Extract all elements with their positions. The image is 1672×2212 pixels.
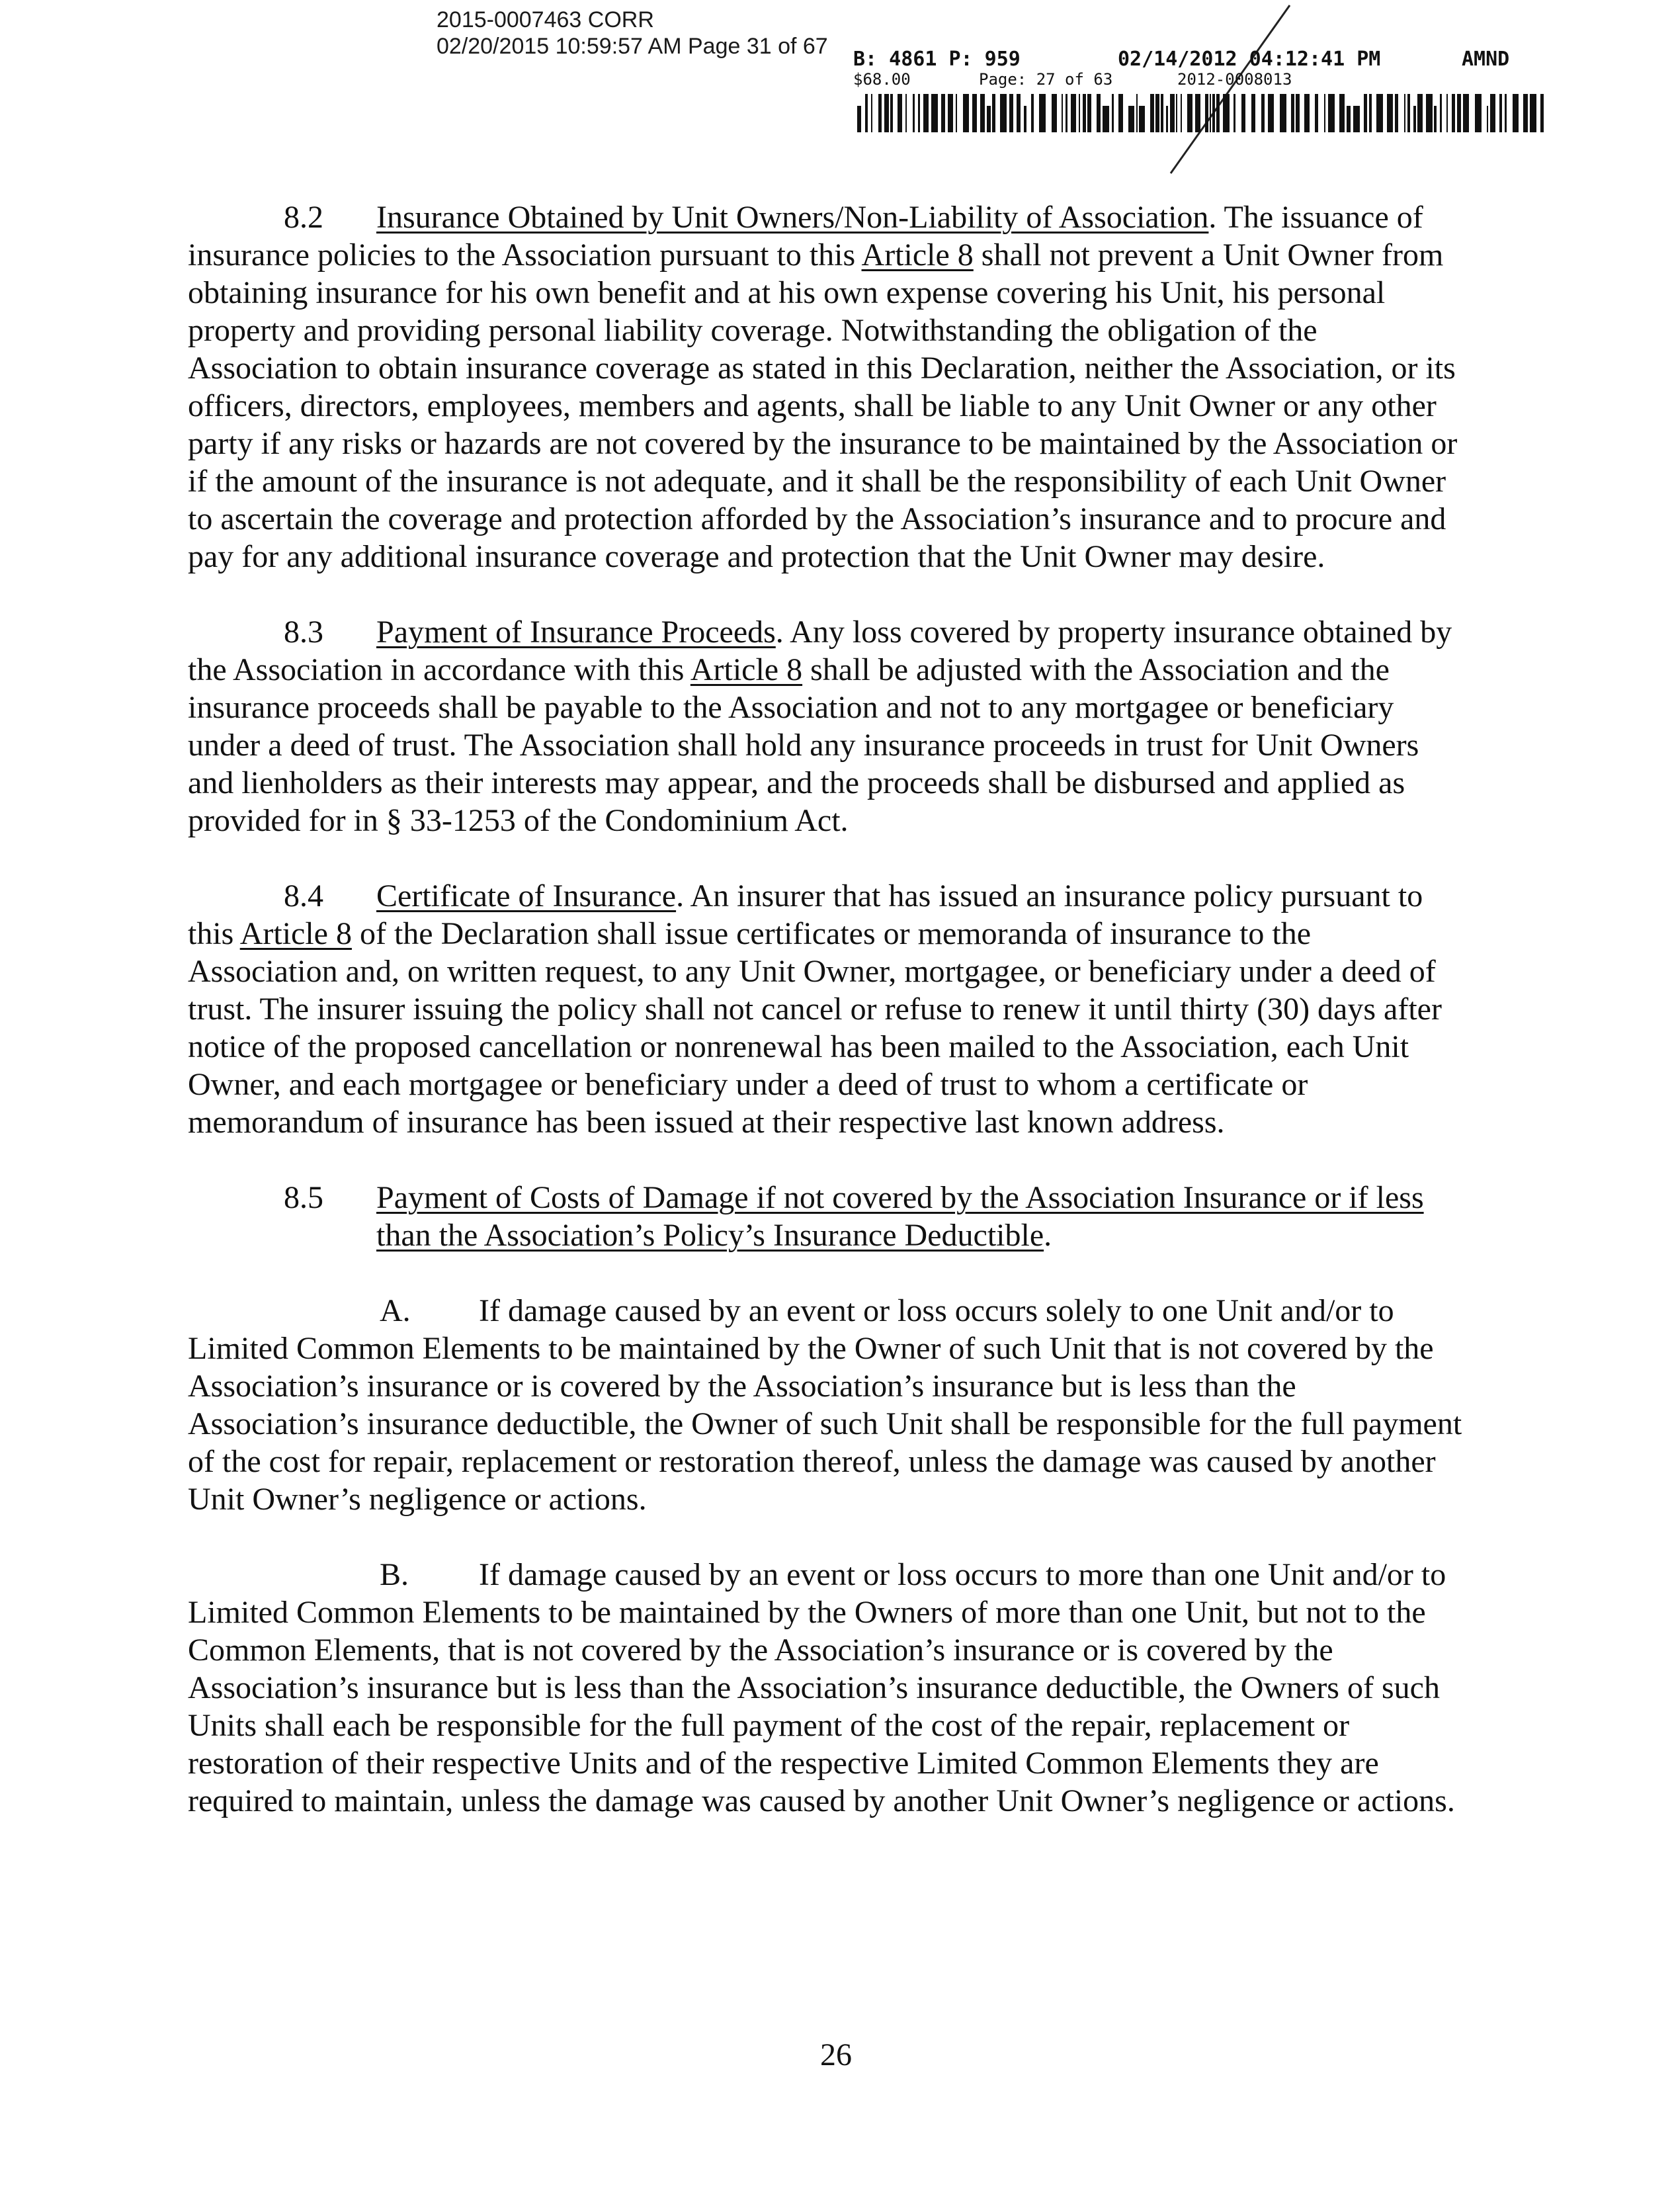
section-title: Insurance Obtained by Unit Owners/Non-Liability of Association [376,200,1209,235]
barcode-bar [1426,94,1433,132]
article-reference: Article 8 [861,237,974,273]
barcode-bar [1210,94,1211,132]
barcode-bar [890,94,893,132]
filing-id: 2015-0007463 CORR [437,7,654,32]
barcode-bar [1251,94,1255,132]
barcode-bar [1223,94,1230,132]
barcode-bar [1280,94,1286,132]
section-text: shall be adjusted with the Association and the insurance proceeds shall be payable to the Association and not to any mortgagee or beneficiary under a deed of trust. The Association shall hold any insurance proceeds in trust for Unit Owners and lienholders as their interests may appear, and the proceeds shall be disbursed and applied as provided for in § 33-1253 of the Condominium Act. [188,652,1419,838]
barcode-graphic [857,94,1548,132]
recorded-at: 02/14/2012 04:12:41 PM [1118,48,1381,71]
subsection-text: If damage caused by an event or loss occurs solely to one Unit and/or to Limited Common Elements to be maintained by the Owner of such Unit that is not covered by the Association’s insurance or is covered by the Association’s insurance but is less than the Association’s insurance deductible, the Owner of such Unit shall be responsible for the full payment of the cost for repair, replacement or restoration thereof, unless the damage was caused by another Unit Owner’s negligence or actions. [188,1293,1462,1517]
barcode-bar [913,94,915,132]
barcode-bar [1187,94,1192,132]
section-text: . An insurer that has issued an insurance policy pursuant to this [188,878,1423,951]
barcode-bar [1499,94,1502,132]
barcode-bar [1413,106,1416,132]
barcode-bar [1166,106,1168,132]
barcode-bar [1176,94,1177,132]
barcode-bar [1205,94,1208,132]
fee: $68.00 [853,70,911,89]
barcode [857,94,1548,132]
barcode-bar [918,94,920,132]
section-number: 8.3 [284,615,323,650]
barcode-bar [1097,94,1101,132]
recorder-line-2 [853,70,1292,89]
barcode-bar [1540,94,1544,132]
barcode-bar [857,106,861,132]
page-number: 26 [820,2037,852,2072]
barcode-bar [1417,94,1423,132]
handwritten-slash-mark [1151,0,1323,179]
barcode-bar [1407,94,1410,132]
barcode-bar [1296,94,1300,132]
barcode-bar [905,94,907,132]
barcode-bar [963,94,969,132]
page-info: Page: 27 of 63 [979,70,1113,89]
barcode-bar [1216,94,1220,132]
barcode-bar [1487,106,1488,132]
barcode-bar [1347,106,1351,132]
section-number: 8.5 [284,1180,323,1215]
section-heading-text [376,1179,1464,1254]
subsection-text: If damage caused by an event or loss occurs to more than one Unit and/or to Limited Common Elements to be maintained by the Owners of more than one Unit, but not to the Common Elements, that is not covered by the Association’s insurance or is covered by the Association’s insurance but is less than the Association’s insurance deductible, the Owners of such Units shall each be responsible for the full payment of the cost of the repair, replacement or restoration of their respective Units and of the respective Limited Common Elements they are required to maintain, unless the damage was caused by another Unit Owner’s negligence or actions. [188,1557,1455,1818]
barcode-bar [1212,94,1215,132]
barcode-bar [871,94,872,132]
barcode-bar [1505,94,1507,132]
barcode-bar [1339,94,1345,132]
barcode-bar [884,94,889,132]
barcode-bar [1112,94,1114,132]
barcode-bar [1304,94,1310,132]
barcode-bar [1364,94,1367,132]
section-text: . The issuance of insurance policies to the Association pursuant to this [188,200,1423,273]
section-text: . Any loss covered by property insurance obtained by the Association in accordance with this [188,615,1452,687]
barcode-bar [1155,94,1159,132]
barcode-bar [1136,94,1138,132]
section-title: Payment of Insurance Proceeds [376,615,776,650]
barcode-bar [1195,94,1200,132]
barcode-bar [1170,94,1175,132]
barcode-bar [1457,94,1461,132]
barcode-bar [1261,94,1265,132]
barcode-bar [1404,94,1405,132]
barcode-bar [1024,106,1026,132]
barcode-bar [1079,94,1080,132]
barcode-bar [1039,94,1046,132]
article-reference: Article 8 [239,916,352,951]
barcode-bar [1369,94,1372,132]
barcode-bar [1062,94,1063,132]
barcode-bar [941,94,945,132]
barcode-bar [956,94,957,132]
barcode-bar [948,94,953,132]
barcode-bar [1066,94,1067,132]
document-body [188,198,1464,1857]
barcode-bar [1241,94,1245,132]
filing-stamp [437,7,828,60]
barcode-bar [1052,94,1057,132]
barcode-bar [1440,94,1442,132]
barcode-bar [1128,106,1134,132]
barcode-bar [992,94,995,132]
barcode-bar [987,106,991,132]
section-8-3 [188,613,1464,839]
recorder-line-1 [853,48,1510,71]
barcode-bar [931,94,938,132]
barcode-bar [1315,94,1318,132]
barcode-bar [1523,94,1528,132]
barcode-bar [1181,94,1182,132]
document-number: 2012-0008013 [1177,70,1292,89]
section-title-end: . [1044,1218,1052,1253]
barcode-bar [972,94,977,132]
barcode-bar [1118,94,1123,132]
barcode-bar [1463,94,1469,132]
barcode-bar [1150,94,1154,132]
section-title: Certificate of Insurance [376,878,677,914]
barcode-bar [898,94,902,132]
barcode-bar [1387,94,1393,132]
filing-timestamp: 02/20/2015 10:59:57 AM Page 31 of 67 [437,34,828,59]
barcode-bar [1268,94,1274,132]
barcode-bar [1324,94,1325,132]
barcode-bar [1446,94,1448,132]
barcode-bar [1017,94,1021,132]
barcode-bar [865,94,868,132]
barcode-bar [1087,94,1091,132]
subsection-a [188,1292,1464,1518]
section-text: of the Declaration shall issue certificates or memoranda of insurance to the Association and, on written request, to any Unit Owner, mortgagee, or beneficiary under a deed of trust. The insurer issuing the policy shall not cancel or refuse to renew it until thirty (30) days after notice of the proposed cancellation or nonrenewal has been mailed to the Association, each Unit Owner, and each mortgagee or beneficiary under a deed of trust to whom a certificate or memorandum of insurance has been issued at their respective last known address. [188,916,1442,1140]
section-8-4 [188,877,1464,1141]
article-reference: Article 8 [690,652,803,687]
barcode-bar [1353,106,1360,132]
barcode-bar [1103,106,1109,132]
barcode-bar [878,94,882,132]
barcode-bar [1000,94,1007,132]
subsection-label: B. [380,1557,409,1592]
barcode-bar [1291,94,1294,132]
barcode-bar [1434,106,1437,132]
barcode-bar [1376,94,1383,132]
barcode-bar [1328,94,1335,132]
section-number: 8.2 [284,200,323,235]
book-page: B: 4861 P: 959 [853,48,1021,71]
barcode-bar [1475,94,1482,132]
barcode-bar [1161,94,1163,132]
barcode-bar [1031,94,1034,132]
section-title: Payment of Costs of Damage if not covered by the Association Insurance or if less than the Association’s Policy’s Insurance Deductible [376,1180,1424,1253]
barcode-bar [1395,94,1398,132]
barcode-bar [1083,94,1086,132]
section-number: 8.4 [284,878,323,914]
section-text: shall not prevent a Unit Owner from obtaining insurance for his own benefit and at his own expense covering his Unit, his personal property and providing personal liability coverage. Notwithstanding the obligation of the Association to obtain insurance coverage as stated in this Declaration, neither the Association, or its officers, directors, employees, members and agents, shall be liable to any Unit Owner or any other party if any risks or hazards are not covered by the insurance to be maintained by the Association or if the amount of the insurance is not adequate, and it shall be the responsibility of each Unit Owner to ascertain the coverage and protection afforded by the Association’s insurance and to procure and pay for any additional insurance coverage and protection that the Unit Owner may desire. [188,237,1458,574]
barcode-bar [1139,106,1145,132]
subsection-label: A. [380,1293,411,1328]
barcode-bar [1233,94,1235,132]
barcode-bar [1513,94,1519,132]
barcode-bar [1490,94,1495,132]
section-8-5-heading [284,1179,1464,1254]
document-type: AMND [1462,48,1510,71]
barcode-bar [1452,94,1455,132]
barcode-bar [1009,94,1013,132]
subsection-b [188,1556,1464,1820]
barcode-bar [1071,94,1076,132]
barcode-bar [1530,94,1536,132]
slash-graphic [1151,0,1323,179]
barcode-bar [980,94,985,132]
barcode-bar [923,94,929,132]
section-8-2 [188,198,1464,575]
